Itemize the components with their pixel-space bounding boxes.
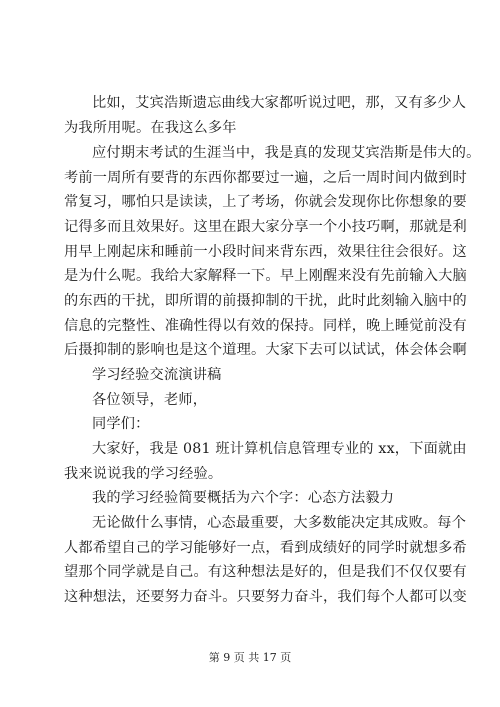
text-line: 后摄抑制的影响也是这个道理。大家下去可以试试，体会体会啊 — [64, 342, 467, 358]
section-heading: 学习经验交流演讲稿 — [92, 367, 222, 383]
text-line: 的东西的干扰，即所谓的前摄抑制的干扰，此时此刻输入脑中的 — [64, 293, 467, 309]
page-footer: 第 9 页 共 17 页 — [208, 651, 292, 664]
text-line: 用早上刚起床和睡前一小段时间来背东西，效果往往会很好。这 — [64, 244, 467, 260]
text-line: 我的学习经验简要概括为六个字：心态方法毅力 — [92, 490, 395, 506]
text-line: 记得多而且效果好。这里在跟大家分享一个小技巧啊，那就是利 — [64, 219, 467, 235]
salutation-line: 各位领导，老师， — [92, 392, 208, 408]
text-line: 为我所用呢。在我这么多年 — [64, 120, 237, 136]
text-line: 应付期末考试的生涯当中，我是真的发现艾宾浩斯是伟大的。 — [92, 145, 481, 161]
text-line: 我来说说我的学习经验。 — [64, 466, 223, 482]
text-line: 这种想法，还要努力奋斗。只要努力奋斗，我们每个人都可以变 — [64, 589, 467, 605]
text-line: 大家好，我是 081 班计算机信息管理专业的 xx，下面就由 — [92, 441, 467, 457]
text-line: 无论做什么事情，心态最重要，大多数能决定其成败。每个 — [92, 515, 467, 531]
text-line: 是为什么呢。我给大家解释一下。早上刚醒来没有先前输入大脑 — [64, 268, 467, 284]
text-line: 人都希望自己的学习能够好一点，看到成绩好的同学时就想多希 — [64, 540, 467, 556]
text-line: 考前一周所有要背的东西你都要过一遍，之后一周时间内做到时 — [64, 170, 467, 186]
text-line: 比如，艾宾浩斯遗忘曲线大家都听说过吧，那，又有多少人 — [92, 95, 467, 111]
text-line: 信息的完整性、准确性得以有效的保持。同样，晚上睡觉前没有 — [64, 318, 467, 334]
text-line: 望那个同学就是自己。有这种想法是好的，但是我们不仅仅要有 — [64, 564, 467, 580]
text-line: 常复习，哪怕只是读读，上了考场，你就会发现你比你想象的要 — [64, 194, 467, 210]
salutation-line: 同学们： — [92, 416, 150, 432]
